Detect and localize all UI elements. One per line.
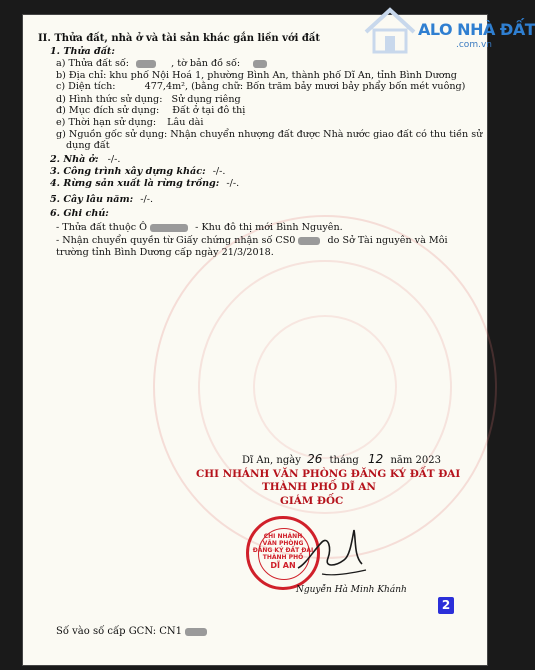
notes-line-2	[56, 235, 448, 246]
redacted-gcn-number	[185, 628, 207, 636]
office-line-2: THÀNH PHỐ DĨ AN	[262, 481, 376, 493]
notes-line-1-pre: - Thửa đất thuộc Ô	[56, 222, 148, 233]
usage-term-value: Lâu dài	[167, 117, 204, 128]
forest-label: 4. Rừng sản xuất là rừng trồng:	[50, 178, 220, 189]
redacted-map-sheet	[253, 60, 267, 68]
house-row	[50, 154, 120, 165]
seal-line-4: THÀNH PHỐ	[262, 554, 304, 561]
seal-line-3: ĐĂNG KÝ ĐẤT ĐAI	[252, 547, 314, 554]
usage-form-row	[56, 94, 241, 105]
perennial-value: -/-.	[140, 194, 154, 205]
area-value: 477,4m², (bằng chữ: Bốn trăm bảy mươi bảy phẩy bốn mét vuông)	[144, 81, 466, 92]
seal-line-5: DĨ AN	[270, 561, 296, 570]
area-row	[56, 81, 465, 92]
redacted-block-id	[150, 224, 188, 232]
origin-line-2: dụng đất	[66, 140, 110, 151]
redacted-land-number	[136, 60, 156, 68]
usage-purpose-label: đ) Mục đích sử dụng:	[56, 105, 160, 116]
footer-label: Số vào số cấp GCN: CN1	[56, 626, 183, 637]
signing-month: 12	[367, 452, 384, 466]
footer-row	[56, 626, 207, 637]
usage-term-label: e) Thời hạn sử dụng:	[56, 117, 157, 128]
usage-purpose-row	[56, 105, 245, 116]
notes-line-2-post: do Sở Tài nguyên và Môi	[327, 235, 448, 246]
usage-form-label: d) Hình thức sử dụng:	[56, 94, 163, 105]
land-heading: 1. Thửa đất:	[50, 46, 115, 57]
watermark-logo	[348, 4, 535, 60]
construction-value: -/-.	[212, 166, 226, 177]
seal-line-2: VĂN PHÒNG	[262, 540, 304, 547]
watermark-domain: .com.vn	[456, 40, 492, 50]
area-label: c) Diện tích:	[56, 81, 116, 92]
notes-line-1-post: - Khu đô thị mới Bình Nguyên.	[195, 222, 343, 233]
redacted-cert-number	[298, 237, 320, 245]
house-value: -/-.	[107, 154, 121, 165]
background-emblem-core	[253, 315, 397, 459]
origin-line-1: g) Nguồn gốc sử dụng: Nhận chuyển nhượng đất được Nhà nước giao đất có thu tiền sử	[56, 129, 483, 140]
construction-label: 3. Công trình xây dựng khác:	[50, 166, 206, 177]
land-number-row	[56, 58, 267, 69]
house-label: 2. Nhà ở:	[50, 154, 99, 165]
place-date-pre: Dĩ An, ngày	[242, 455, 301, 466]
forest-value: -/-.	[226, 178, 240, 189]
forest-row	[50, 178, 239, 189]
seal-line-1: CHI NHÁNH	[263, 533, 303, 540]
month-label: tháng	[329, 455, 359, 466]
perennial-row	[50, 194, 153, 205]
usage-form-value: Sử dụng riêng	[171, 94, 241, 105]
map-sheet-label: , tờ bản đồ số:	[171, 58, 241, 69]
usage-purpose-value: Đất ở tại đô thị	[172, 105, 246, 116]
notes-heading: 6. Ghi chú:	[50, 208, 109, 219]
signer-title: GIÁM ĐỐC	[280, 495, 344, 507]
land-number-label: a) Thửa đất số:	[56, 58, 129, 69]
usage-term-row	[56, 117, 203, 128]
section-title: II. Thửa đất, nhà ở và tài sản khác gắn liền với đất	[38, 33, 321, 44]
construction-row	[50, 166, 225, 177]
signature-scrawl	[292, 520, 372, 590]
notes-line-2-pre: - Nhận chuyển quyền từ Giấy chứng nhận số CS0	[56, 235, 296, 246]
signing-day: 26	[307, 452, 323, 466]
signer-name: Nguyễn Hà Minh Khánh	[296, 585, 407, 595]
watermark-brand: ALO NHÀ ĐẤT	[418, 20, 535, 39]
address-line: b) Địa chỉ: khu phố Nội Hoá 1, phường Bình An, thành phố Dĩ An, tỉnh Bình Dương	[56, 70, 457, 81]
notes-line-1	[56, 222, 343, 233]
page-number-badge: 2	[438, 597, 454, 614]
place-date	[242, 454, 441, 466]
year-label: năm 2023	[390, 455, 441, 466]
perennial-label: 5. Cây lâu năm:	[50, 194, 134, 205]
notes-line-3: trường tỉnh Bình Dương cấp ngày 21/3/2018.	[56, 247, 274, 258]
office-line-1: CHI NHÁNH VĂN PHÒNG ĐĂNG KÝ ĐẤT ĐAI	[196, 468, 461, 480]
house-icon	[362, 6, 418, 56]
